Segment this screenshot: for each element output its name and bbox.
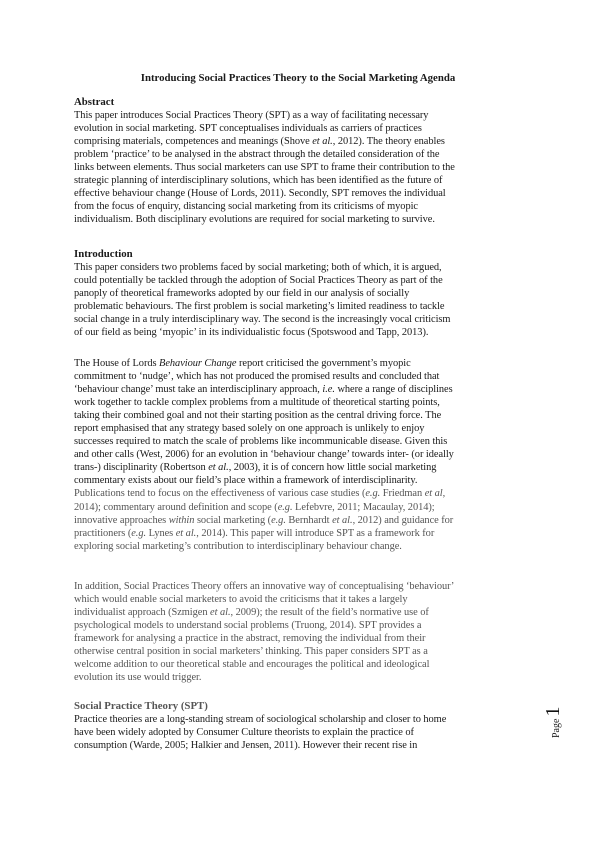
intro-para3-line: framework for analysing a practice in the abstract, removing the individual from their [74, 633, 426, 645]
intro-para3-line: psychological models to understand social problems (Truong, 2014). SPT provides a [74, 620, 422, 632]
intro-para3-line: which would enable social marketers to avoid the criticisms that it takes a largely [74, 594, 408, 606]
abstract-line: This paper introduces Social Practices Theory (SPT) as a way of facilitating necessary [74, 110, 429, 122]
intro-para3-line: evolution its use would trigger. [74, 672, 202, 684]
intro-para2-line: work together to tackle complex problems from a multitude of theoretical starting points, [74, 397, 440, 409]
intro-para2-line: Publications tend to focus on the effectiveness of various case studies (e.g. Friedman et al, [74, 488, 446, 500]
intro-para2-line: and other calls (West, 2006) for an evolution in ‘behaviour change’ towards inter- (or ideally [74, 449, 454, 461]
spt-section [74, 700, 524, 752]
intro-para3-line: welcome addition to our theoretical stable and encourages the political and ideological [74, 659, 430, 671]
intro-para3-line: In addition, Social Practices Theory offers an innovative way of conceptualising ‘behaviour’ [74, 581, 455, 592]
intro-para1-line: of our field as being ‘myopic’ in its individualistic focus (Spotswood and Tapp, 2013). [74, 327, 429, 339]
introduction-paragraph-2 [74, 357, 524, 553]
spt-line: consumption (Warde, 2005; Halkier and Jensen, 2011). However their recent rise in [74, 740, 418, 752]
introduction-section [74, 248, 524, 339]
intro-para2-line: The House of Lords Behaviour Change report criticised the government’s myopic [74, 358, 411, 369]
intro-para1-line: panoply of theoretical frameworks adopted by our field in our analysis of socially [74, 288, 410, 300]
paper-title: Introducing Social Practices Theory to the Social Marketing Agenda [140, 72, 456, 84]
introduction-heading: Introduction [74, 248, 133, 260]
abstract-line: strategic planning of interdisciplinary solutions, which has been identified as the future of [74, 175, 443, 187]
spt-line: have been widely adopted by Consumer Culture theorists to explain the practice of [74, 727, 414, 739]
intro-para2-line: commentary exists about our field’s place within a framework of interdisciplinarity. [74, 475, 418, 487]
intro-para2-line: commitment to ‘nudge’, which has not produced the promised results and concluded that [74, 371, 440, 383]
abstract-heading: Abstract [74, 96, 115, 108]
spt-line: Practice theories are a long-standing stream of sociological scholarship and closer to home [74, 714, 447, 726]
intro-para2-line: innovative approaches within social marketing (e.g. Bernhardt et al., 2012) and guidance for [74, 514, 454, 526]
abstract-line: evolution in social marketing. SPT conceptualises individuals as carriers of practices [74, 123, 422, 135]
abstract-section [74, 96, 524, 226]
abstract-line: individualism. Both disciplinary evolutions are required for social marketing to survive. [74, 214, 435, 226]
introduction-paragraph-3 [74, 580, 524, 684]
spt-heading: Social Practice Theory (SPT) [74, 700, 208, 712]
intro-para2-line: practitioners (e.g. Lynes et al., 2014). This paper will introduce SPT as a framework for [74, 527, 435, 539]
abstract-line: comprising materials, competences and meanings (Shove et al., 2012). The theory enables [74, 136, 445, 148]
intro-para2-line: report emphasised that any strategy based solely on one approach is unlikely to enjoy [74, 423, 425, 435]
intro-para2-line: exploring social marketing’s contribution to interdisciplinary behaviour change. [74, 540, 402, 552]
page-number-footer [542, 688, 582, 738]
abstract-line: problem ‘practice’ to be analysed in the abstract through the detailed consideration of the [74, 149, 440, 161]
intro-para1-line: problematic behaviours. The first problem is social marketing’s limited readiness to tackle [74, 301, 445, 313]
intro-para3-line: individualist approach (Szmigen et al., 2009); the result of the field’s normative use of [74, 607, 429, 619]
intro-para2-line: ‘behaviour change’ must take an interdisciplinary approach, i.e. where a range of disciplines [74, 384, 453, 396]
intro-para3-line: otherwise central position in social marketers’ thinking. This paper considers SPT as a [74, 646, 428, 658]
intro-para1-line: This paper considers two problems faced by social marketing; both of which, it is argued, [74, 262, 442, 274]
abstract-line: links between elements. Thus social marketers can use SPT to frame their contribution to the [74, 162, 455, 174]
page-word-label: Page [551, 718, 562, 738]
abstract-line: from the focus of enquiry, distancing social marketing from its criticisms of myopic [74, 201, 418, 213]
abstract-line: effective behaviour change (House of Lords, 2011). Secondly, SPT removes the individual [74, 188, 446, 200]
intro-para2-line: taking their combined goal and not their starting position as the central driving force. The [74, 410, 442, 422]
page-number: 1 [542, 706, 564, 717]
intro-para2-line: 2014); commentary around definition and scope (e.g. Lefebvre, 2011; Macaulay, 2014); [74, 501, 435, 513]
intro-para2-line: trans-) disciplinarity (Robertson et al., 2003), it is of concern how little social marketing [74, 462, 437, 474]
intro-para1-line: could potentially be tackled through the adoption of Social Practices Theory as part of the [74, 275, 443, 287]
intro-para1-line: social change in a truly interdisciplinary way. The second is the increasingly vocal criticism [74, 314, 451, 326]
intro-para2-line: successes required to match the scale of problems like incommunicable disease. Given this [74, 436, 448, 448]
